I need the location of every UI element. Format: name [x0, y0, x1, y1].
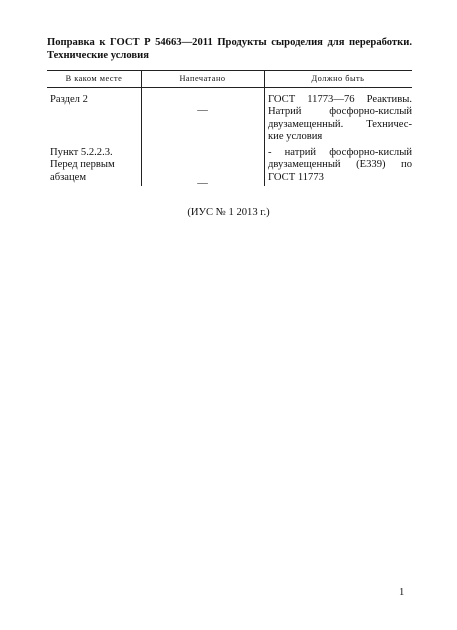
row-1-should-line-3: двузамещенный. Техничес- [268, 118, 412, 130]
row-1-should-be [268, 94, 412, 144]
row-2-should-line-2: двузамещенный (Е339) по [268, 159, 412, 171]
row-1-printed: — [197, 105, 208, 116]
table-header-rule [47, 87, 412, 88]
document-title [47, 36, 412, 62]
table-column-divider-2 [264, 70, 265, 186]
row-2-where-line-3: абзацем [50, 171, 87, 183]
row-2-where-line-2: Перед первым [50, 159, 115, 171]
row-1-should-line-1: ГОСТ 11773—76 Реактивы. [268, 94, 412, 105]
column-header-should-be: Должно быть [311, 74, 365, 83]
table-column-divider-1 [141, 70, 142, 186]
ius-reference: (ИУС № 1 2013 г.) [187, 207, 270, 218]
row-1-should-line-2: Натрий фосфорно-кислый [268, 106, 412, 118]
row-2-where-line-1: Пункт 5.2.2.3. [50, 147, 113, 158]
column-header-where: В каком месте [65, 74, 123, 83]
row-2-where [50, 147, 138, 184]
row-2-should-be [268, 147, 412, 184]
row-1-should-line-4: кие условия [268, 131, 323, 143]
row-2-should-line-3: ГОСТ 11773 [268, 171, 324, 183]
row-2-should-line-1: - натрий фосфорно-кислый [268, 147, 412, 158]
column-header-printed: Напечатано [179, 74, 226, 83]
row-2-printed: — [197, 178, 208, 189]
page-number: 1 [399, 587, 405, 598]
row-1-where [50, 94, 138, 106]
table-top-rule [47, 70, 412, 71]
title-line-1: Поправка к ГОСТ Р 54663—2011 Продукты сыроделия для переработки. [47, 37, 412, 48]
title-line-2: Технические условия [47, 50, 149, 61]
row-1-where-line: Раздел 2 [50, 94, 88, 105]
